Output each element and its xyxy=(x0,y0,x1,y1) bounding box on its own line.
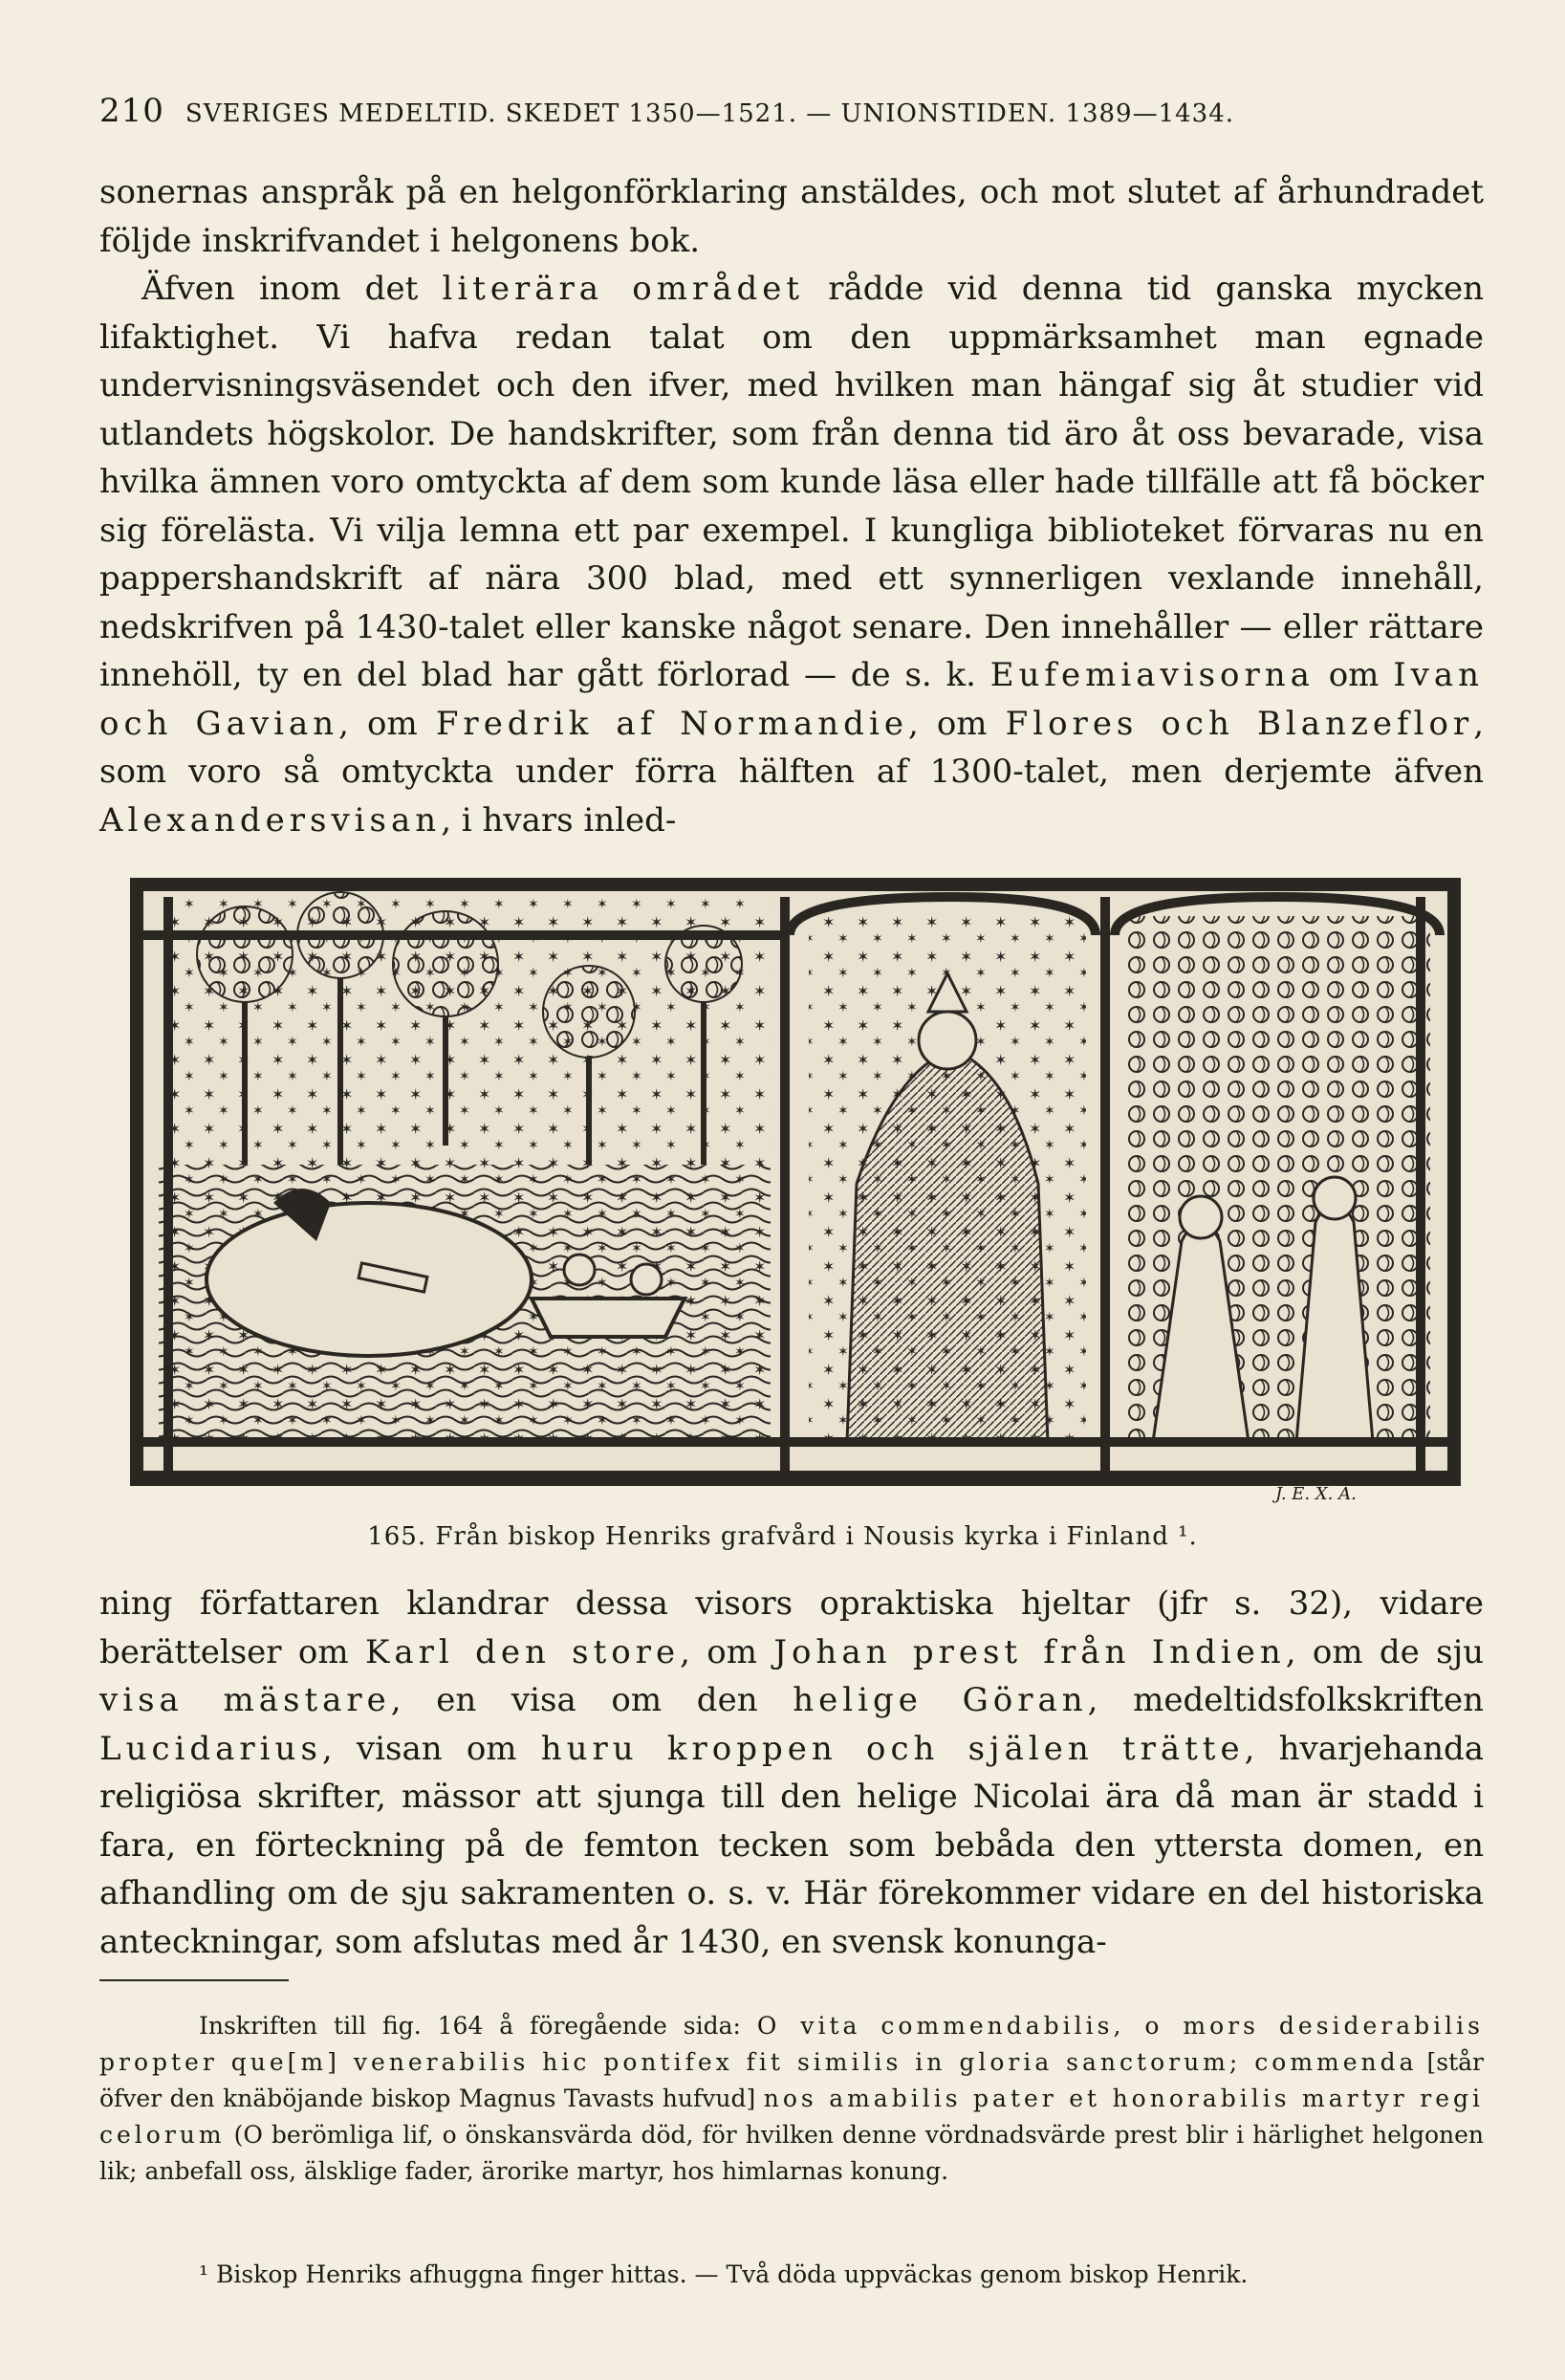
text-run: Äfven inom det xyxy=(141,270,443,308)
text-run: (O berömliga lif, o önskansvärda död, för hvilken denne vördnadsvärde prest blir i härlighet helgonen lik; anbefall oss, älsklige fader, ärorike martyr, hos himlarnas konung. xyxy=(99,2121,1484,2185)
emphasis-literary: literära området xyxy=(442,270,805,308)
emphasis-title: Fredrik af Normandie xyxy=(435,704,908,743)
footnote-1: ¹ Biskop Henriks afhuggna finger hittas. — Två döda uppväckas genom biskop Henrik. xyxy=(199,2260,1249,2288)
text-run: , som voro så omtyckta under förra hälften af 1300-talet, men derjemte äfven xyxy=(99,704,1484,791)
emphasis-title: Eufemiavisorna xyxy=(989,656,1315,694)
paragraph-top xyxy=(99,168,1484,844)
text-run: , hvarjehanda religiösa skrifter, mässor att sjunga till den helige Nicolai ära då man är stadd i fara, en förteckning på de femton tecken som bebåda den yttersta domen, en afhandling om de sju sakramenten o. s. v. Här förekommer vidare en del historiska anteckningar, som afslutas med år 1430, en svensk konunga- xyxy=(99,1729,1484,1961)
emphasis-title: Flores och Blanzeflor xyxy=(1005,704,1474,743)
figure-caption: 165. Från biskop Henriks grafvård i Nousis kyrka i Finland ¹. xyxy=(367,1522,1198,1551)
footnote-divider xyxy=(99,1979,289,1981)
latin-inscription: O vita commendabilis, o mors desiderabilis propter que[m] venerabilis hic pontifex fit similis in gloria sanctorum; commenda xyxy=(99,2012,1484,2076)
text-run: rådde vid denna tid ganska mycken lifaktighet. Vi hafva redan talat om den uppmärksamhet man egnade undervisningsväsendet och den ifver, med hvilken man hängaf sig åt studier vid utlandets högskolor. De handskrifter, som från denna tid äro åt oss bevarade, visa hvilka ämnen voro omtyckta af dem som kunde läsa eller hade tillfälle att få böcker sig förelästa. Vi vilja lemna ett par exempel. I kungliga biblioteket förvaras nu en pappershandskrift af nära 300 blad, med ett synnerligen vexlande innehåll, nedskrifven på 1430-talet eller kanske något senare. Den innehåller — eller rättare innehöll, ty en del blad har gått förlorad — de s. k. xyxy=(99,270,1484,694)
text-run: [står öfver den knäböjande biskop Magnus Tavasts hufvud] xyxy=(99,2048,1484,2112)
text-run: , om xyxy=(338,704,436,743)
emphasis-title: Karl den store xyxy=(364,1632,681,1671)
text-run: Inskriften till fig. 164 å föregående sida: xyxy=(199,2012,757,2040)
text-run: , en visa om den xyxy=(390,1681,793,1719)
scene-right-panel xyxy=(1124,916,1430,1442)
text-run: , i hvars inled- xyxy=(441,800,677,840)
text-run: ning författaren klandrar dessa visors opraktiska hjeltar (jfr s. 32), vidare berättelser om xyxy=(99,1584,1484,1671)
paragraph-bottom xyxy=(99,1580,1484,1966)
engraver-signature: J. E. X. A. xyxy=(1275,1484,1357,1504)
footnote-inscription xyxy=(99,2008,1484,2190)
emphasis-title: Johan prest från Indien xyxy=(773,1632,1286,1671)
emphasis-title: huru kroppen och själen trätte xyxy=(540,1729,1245,1768)
page-number: 210 xyxy=(99,92,164,130)
scene-left-panel xyxy=(159,892,771,1442)
emphasis-title: Alexandersvisan xyxy=(99,800,442,840)
woodcut-illustration xyxy=(130,878,1461,1486)
running-header xyxy=(99,92,1472,130)
emphasis-title: helige Göran xyxy=(793,1681,1088,1719)
text-run: , visan om xyxy=(321,1729,541,1768)
text-run: , om xyxy=(907,704,1006,743)
emphasis-title: visa mästare xyxy=(99,1681,391,1719)
emphasis-title: Ivan och Gavian xyxy=(99,656,1485,743)
latin-inscription: nos amabilis pater et honorabilis martyr regi celorum xyxy=(99,2085,1484,2149)
text-run: , om de sju xyxy=(1285,1632,1485,1671)
scene-middle-panel xyxy=(809,916,1086,1442)
text-run: , medeltidsfolkskriften xyxy=(1087,1681,1484,1719)
text-run: , om xyxy=(680,1632,774,1671)
running-title: SVERIGES MEDELTID. SKEDET 1350—1521. — UNIONSTIDEN. 1389—1434. xyxy=(185,99,1235,128)
emphasis-title: Lucidarius xyxy=(99,1729,322,1768)
paragraph-1: sonernas anspråk på en helgonförklaring anstäldes, och mot slutet af århundradet följde inskrifvandet i helgonens bok. xyxy=(99,173,1484,260)
text-run: om xyxy=(1314,656,1394,694)
